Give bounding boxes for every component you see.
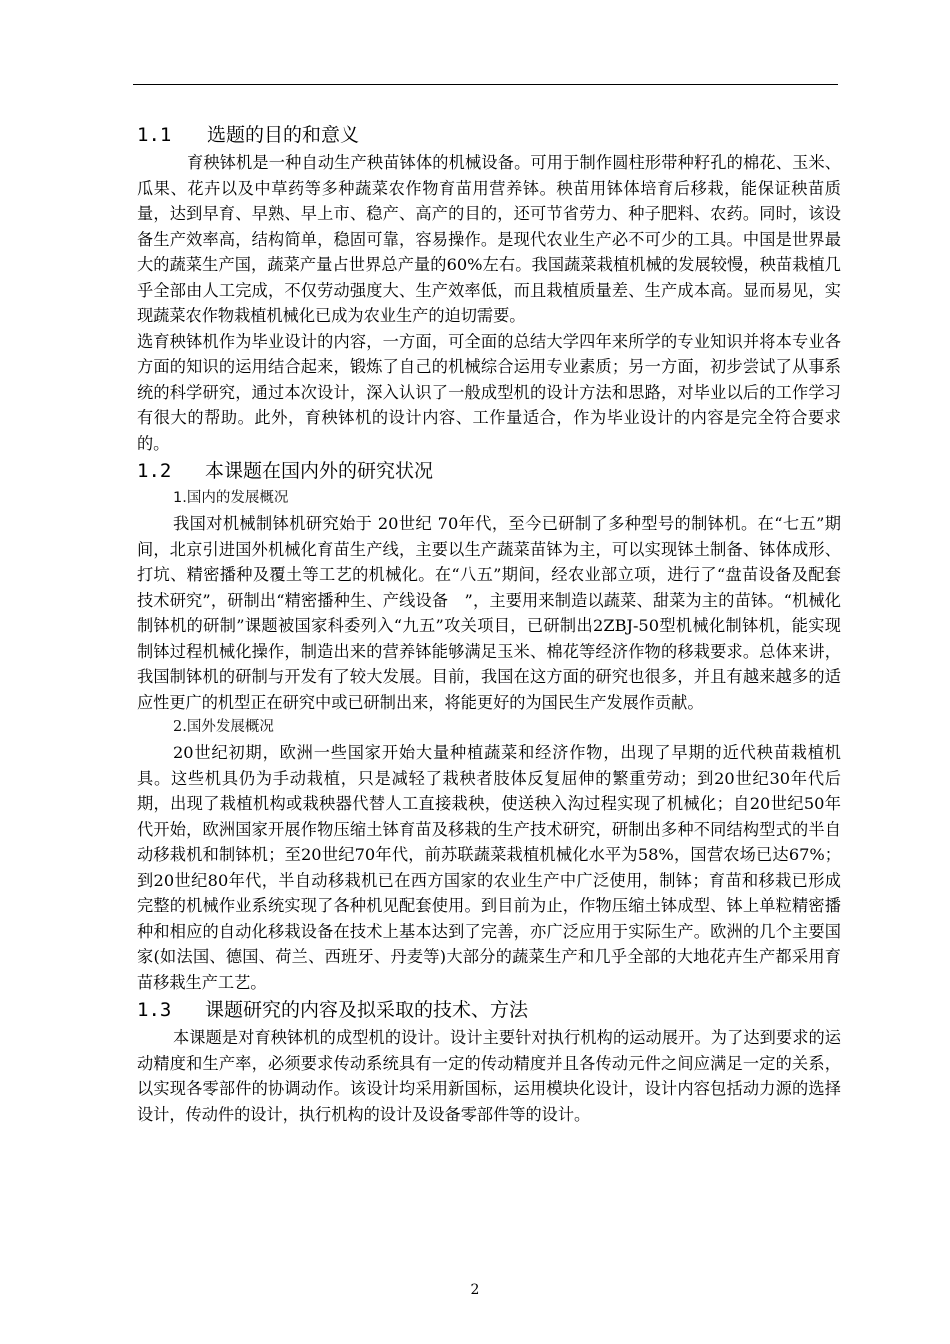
paragraph: 选育秧钵机作为毕业设计的内容，一方面，可全面的总结大学四年来所学的专业知识并将本专业各方面的知识的运用结合起来，锻炼了自己的机械综合运用专业素质；另一方面，初步尝试了从事系统的科学研究，通过本次设计，深入认识了一般成型机的设计方法和思路，对毕业以后的工作学习有很大的帮助。此外，育秧钵机的设计内容、工作量适合，作为毕业设计的内容是完全符合要求的。 xyxy=(137,331,841,453)
section-title: 课题研究的内容及拟采取的技术、方法 xyxy=(205,999,529,1021)
section-heading-1-2 xyxy=(137,456,841,486)
section-number: 1.3 xyxy=(137,999,172,1021)
subsection-label: 2.国外发展概况 xyxy=(173,719,274,735)
paragraph: 我国对机械制钵机研究始于 20世纪 70年代，至今已研制了多种型号的制钵机。在“七五”期间，北京引进国外机械化育苗生产线，主要以生产蔬菜苗钵为主，可以实现钵土制备、钵体成形、打坑、精密播种及覆土等工艺的机械化。在“八五”期间，经农业部立项，进行了“盘苗设备及配套技术研究”，研制出“精密播种生、产线设备 ”，主要用来制造以蔬菜、甜菜为主的苗钵。“机械化制钵机的研制”课题被国家科委列入“九五”攻关项目，已研制出2ZBJ-50型机械化制钵机，能实现制钵过程机械化操作，制造出来的营养钵能够满足玉米、棉花等经济作物的移栽要求。总体来讲，我国制钵机的研制与开发有了较大发展。目前，我国在这方面的研究也很多，并且有越来越多的适应性更广的机型正在研究中或已研制出来，将能更好的为国民生产发展作贡献。 xyxy=(137,514,841,712)
section-heading-1-1 xyxy=(137,120,841,150)
header-rule xyxy=(133,84,838,85)
section-number: 1.1 xyxy=(137,124,172,146)
paragraph: 本课题是对育秧钵机的成型机的设计。设计主要针对执行机构的运动展开。为了达到要求的运动精度和生产率，必须要求传动系统具有一定的传动精度并且各传动元件之间应满足一定的关系，以实现各零部件的协调动作。该设计均采用新国标，运用模块化设计，设计内容包括动力源的选择设计，传动件的设计，执行机构的设计及设备零部件等的设计。 xyxy=(137,1028,841,1124)
section-title: 选题的目的和意义 xyxy=(207,124,360,146)
subsection-label: 1.国内的发展概况 xyxy=(173,490,289,506)
paragraph: 20世纪初期，欧洲一些国家开始大量种植蔬菜和经济作物，出现了早期的近代秧苗栽植机具。这些机具仍为手动栽植，只是减轻了栽秧者肢体反复屈伸的繁重劳动；到20世纪30年代后期，出现了栽植机构或栽秧器代替人工直接栽秧，使送秧入沟过程实现了机械化；自20世纪50年代开始，欧洲国家开展作物压缩土钵育苗及移栽的生产技术研究，研制出多种不同结构型式的半自动移栽机和制钵机；至20世纪70年代，前苏联蔬菜栽植机械化水平为58%，国营农场已达67%；到20世纪80年代，半自动移栽机已在西方国家的农业生产中广泛使用，制钵；育苗和移栽已形成完整的机械作业系统实现了各种机见配套使用。到目前为止，作物压缩土钵成型、钵上单粒精密播种和相应的自动化移栽设备在技术上基本达到了完善，亦广泛应用于实际生产。欧洲的几个主要国家(如法国、德国、荷兰、西班牙、丹麦等)大部分的蔬菜生产和几乎全部的大地花卉生产都采用育苗移栽生产工艺。 xyxy=(137,743,841,992)
paragraph: 育秧钵机是一种自动生产秧苗钵体的机械设备。可用于制作圆柱形带种籽孔的棉花、玉米、瓜果、花卉以及中草药等多种蔬菜农作物育苗用营养钵。秧苗用钵体培育后移栽，能保证秧苗质量，达到早育、早熟、早上市、稳产、高产的目的，还可节省劳力、种子肥料、农药。同时，该设备生产效率高，结构简单，稳固可靠，容易操作。是现代农业生产必不可少的工具。中国是世界最大的蔬菜生产国，蔬菜产量占世界总产量的60%左右。我国蔬菜栽植机械的发展较慢，秧苗栽植几乎全部由人工完成，不仅劳动强度大、生产效率低，而且栽植质量差、生产成本高。显而易见，实现蔬菜农作物栽植机械化已成为农业生产的迫切需要。 xyxy=(137,153,841,325)
page-content xyxy=(137,120,841,1127)
page-number: 2 xyxy=(470,1282,480,1298)
section-title: 本课题在国内外的研究状况 xyxy=(205,460,434,482)
section-heading-1-3 xyxy=(137,995,841,1025)
section-number: 1.2 xyxy=(137,460,172,482)
